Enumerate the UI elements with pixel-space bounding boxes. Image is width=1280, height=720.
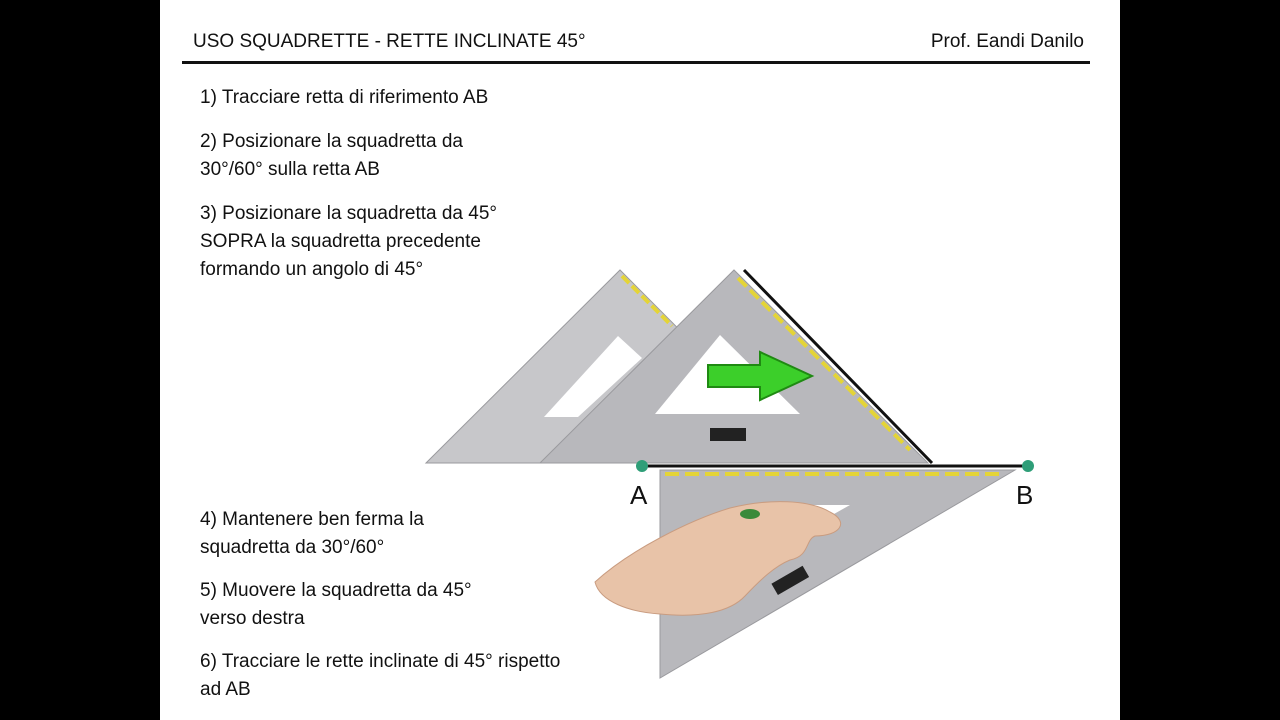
step-6-line-1: 6) Tracciare le rette inclinate di 45° rispetto xyxy=(200,651,561,672)
step-6-line-2: ad AB xyxy=(200,679,251,700)
step-4-line-1: 4) Mantenere ben ferma la xyxy=(200,509,424,530)
step-3-line-1: 3) Posizionare la squadretta da 45° xyxy=(200,203,498,224)
author-name: Prof. Eandi Danilo xyxy=(930,31,1084,52)
set-square-illustration xyxy=(160,0,1120,720)
slide xyxy=(160,0,1120,720)
step-2-line-1: 2) Posizionare la squadretta da xyxy=(200,131,463,152)
ring xyxy=(740,509,760,519)
step-3-line-3: formando un angolo di 45° xyxy=(200,259,424,280)
point-a-marker xyxy=(636,460,648,472)
step-2-line-2: 30°/60° sulla retta AB xyxy=(200,159,380,180)
point-b-marker xyxy=(1022,460,1034,472)
step-4-line-2: squadretta da 30°/60° xyxy=(200,537,385,558)
step-5-line-1: 5) Muovere la squadretta da 45° xyxy=(200,580,472,601)
brand-logo xyxy=(710,428,746,441)
step-1-line-1: 1) Tracciare retta di riferimento AB xyxy=(200,87,489,108)
slide-title: USO SQUADRETTE - RETTE INCLINATE 45° xyxy=(193,31,586,52)
step-5-line-2: verso destra xyxy=(200,608,305,629)
step-3-line-2: SOPRA la squadretta precedente xyxy=(200,231,481,252)
point-b-label: B xyxy=(1016,480,1034,510)
point-a-label: A xyxy=(630,480,648,510)
